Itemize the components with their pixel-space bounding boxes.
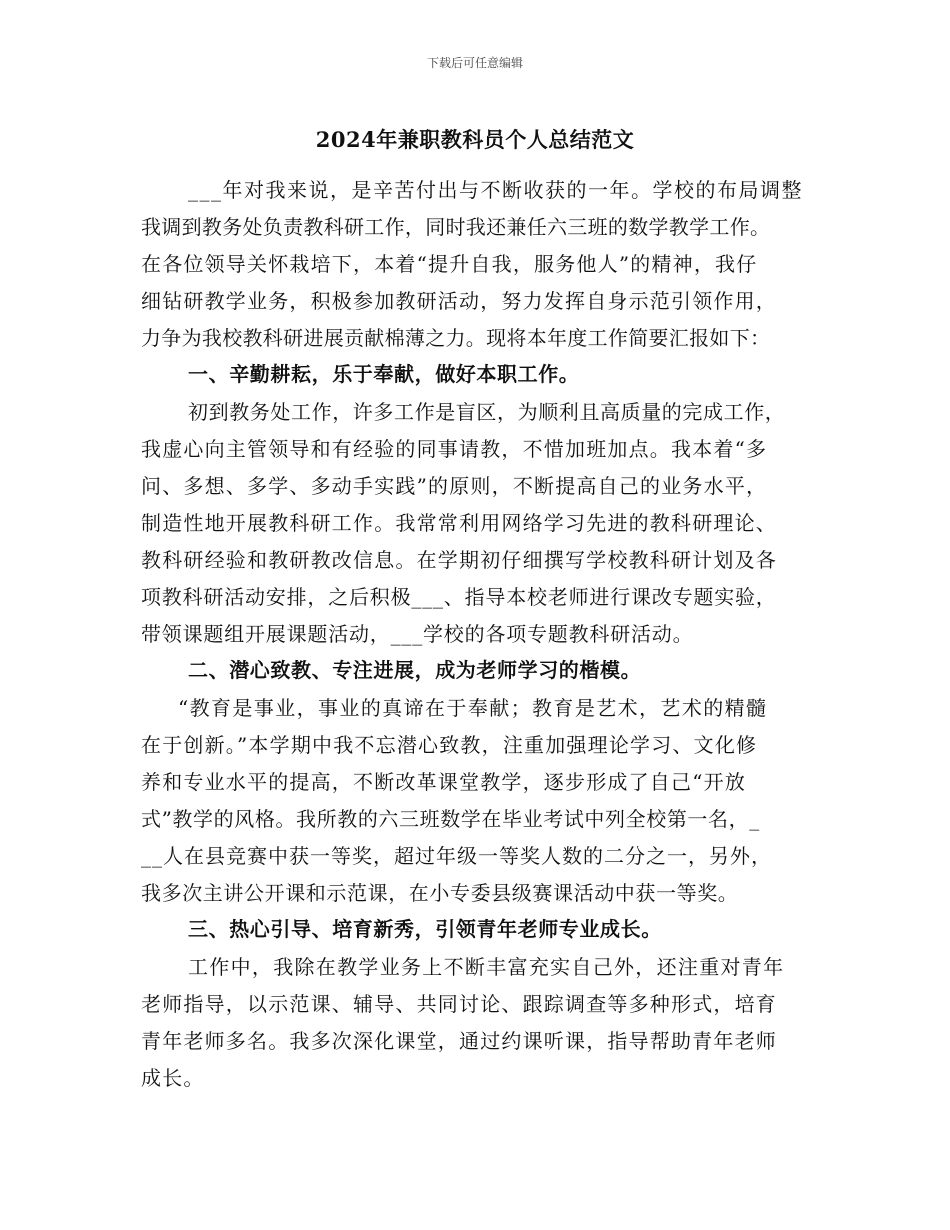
paragraph-line: 青年老师多名。我多次深化课堂，通过约课听课，指导帮助青年老师 (141, 1029, 777, 1053)
paragraph-line: 我调到教务处负责教科研工作，同时我还兼任六三班的数学教学工作。 (141, 215, 771, 239)
section-heading-2: 二、潜心致教、专注进展，成为老师学习的楷模。 (188, 658, 642, 682)
paragraph-line: 我虚心向主管领导和有经验的同事请教，不惜加班加点。我本着“多 (141, 437, 768, 461)
paragraph-line: ___年对我来说，是辛苦付出与不断收获的一年。学校的布局调整 (188, 178, 803, 202)
paragraph-line: 项教科研活动安排，之后积极___、指导本校老师进行课改专题实验， (141, 585, 777, 609)
paragraph-line: 我多次主讲公开课和示范课，在小专委县级赛课活动中获一等奖。 (141, 881, 739, 905)
paragraph-line: 细钻研教学业务，积极参加教研活动，努力发挥自身示范引领作用， (141, 289, 777, 313)
paragraph-line: 力争为我校教科研进展贡献棉薄之力。现将本年度工作简要汇报如下： (141, 326, 771, 350)
paragraph-line: 在各位领导关怀栽培下，本着“提升自我，服务他人”的精神，我仔 (141, 252, 758, 276)
paragraph-line: __人在县竞赛中获一等奖，超过年级一等奖人数的二分之一，另外， (141, 844, 772, 868)
section-heading-1: 一、辛勤耕耘，乐于奉献，做好本职工作。 (188, 362, 580, 386)
paragraph-line: 带领课题组开展课题活动，___学校的各项专题教科研活动。 (141, 622, 694, 646)
paragraph-line: 成长。 (141, 1066, 205, 1090)
document-title: 2024年兼职教科员个人总结范文 (315, 127, 635, 152)
paragraph-line: 养和专业水平的提高，不断改革课堂教学，逐步形成了自己“开放 (141, 770, 747, 794)
paragraph-line: 在于创新。”本学期中我不忘潜心致教，注重加强理论学习、文化修 (141, 733, 758, 757)
paragraph-line: “教育是事业，事业的真谛在于奉献；教育是艺术，艺术的精髓 (178, 696, 768, 720)
paragraph-line: 式”教学的风格。我所教的六三班数学在毕业考试中列全校第一名，_ (141, 807, 760, 831)
paragraph-line: 教科研经验和教研教改信息。在学期初仔细撰写学校教科研计划及各 (141, 548, 777, 572)
paragraph-line: 制造性地开展教科研工作。我常常利用网络学习先进的教科研理论、 (141, 511, 777, 535)
paragraph-line: 初到教务处工作，许多工作是盲区，为顺利且高质量的完成工作， (188, 400, 786, 424)
header-note: 下载后可任意编辑 (426, 56, 523, 70)
section-heading-3: 三、热心引导、培育新秀，引领青年老师专业成长。 (188, 917, 662, 941)
paragraph-line: 问、多想、多学、多动手实践”的原则，不断提高自己的业务水平， (141, 474, 768, 498)
paragraph-line: 工作中，我除在教学业务上不断丰富充实自己外，还注重对青年 (188, 955, 785, 979)
paragraph-line: 老师指导，以示范课、辅导、共同讨论、跟踪调查等多种形式，培育 (141, 992, 777, 1016)
